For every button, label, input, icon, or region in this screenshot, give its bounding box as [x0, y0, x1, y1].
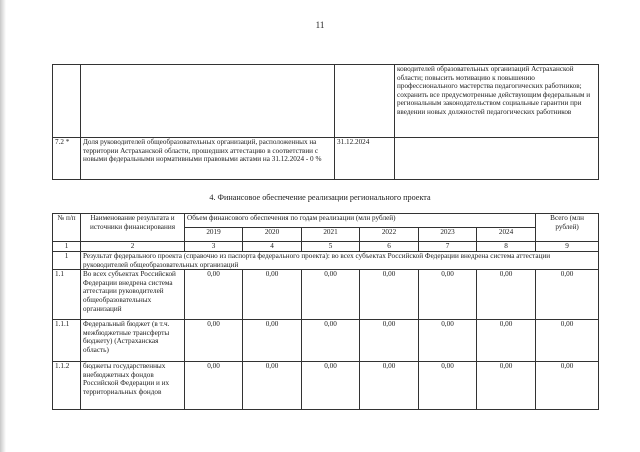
header-volume: Объем финансового обеспечения по годам реализации (млн рублей) — [185, 214, 536, 228]
total-cell: 0,00 — [536, 362, 599, 410]
section-title: 4. Финансовое обеспечение реализации регионального проекта — [209, 193, 431, 202]
value-cell: 0,00 — [302, 320, 360, 362]
header-year: 2019 — [185, 228, 243, 242]
row-name: бюджеты государственных внебюджетных фондов Российской Федерации и их территориальных фондов — [81, 362, 185, 410]
row-name: Федеральный бюджет (в т.ч. межбюджетные трансферты бюджету) (Астраханская область) — [81, 320, 185, 362]
result-row: 1 Результат федерального проекта (справочно из паспорта федерального проекта): во всех субъектах Российской Федерации внедрена система аттестации руководителей общеобразовательных организаций — [53, 252, 599, 270]
result-text: Результат федерального проекта (справочно из паспорта федерального проекта): во всех субъектах Российской Федерации внедрена система аттестации руководителей общеобразовательных организаций — [81, 252, 599, 270]
header-year: 2020 — [243, 228, 302, 242]
value-cell: 0,00 — [419, 270, 477, 320]
value-cell: 0,00 — [243, 270, 302, 320]
row-number: 1.1 — [53, 270, 81, 320]
page-number: 11 — [315, 20, 325, 30]
header-year: 2022 — [360, 228, 419, 242]
value-cell: 0,00 — [477, 362, 536, 410]
header-year: 2023 — [419, 228, 477, 242]
table-row — [53, 270, 599, 320]
value-cell: 0,00 — [185, 362, 243, 410]
continuation-row — [53, 65, 599, 138]
header-num: № п/п — [53, 214, 81, 242]
value-cell: 0,00 — [243, 320, 302, 362]
row-name: Во всех субъектах Российской Федерации внедрена система аттестации руководителей общеобразовательных организаций — [81, 270, 185, 320]
table-row-7-2 — [53, 138, 599, 180]
table-row — [53, 320, 599, 362]
header-year: 2021 — [302, 228, 360, 242]
value-cell: 0,00 — [360, 362, 419, 410]
row-number: 1.1.2 — [53, 362, 81, 410]
value-cell: 0,00 — [360, 320, 419, 362]
header-year: 2024 — [477, 228, 536, 242]
value-cell: 0,00 — [419, 320, 477, 362]
index-row: 1 2 3 4 5 6 7 8 9 — [53, 242, 599, 252]
value-cell: 0,00 — [477, 320, 536, 362]
total-cell: 0,00 — [536, 320, 599, 362]
results-table — [52, 64, 599, 180]
row-date: 31.12.2024 — [335, 138, 395, 180]
row-number: 1.1.1 — [53, 320, 81, 362]
value-cell: 0,00 — [302, 362, 360, 410]
continuation-text: ководителей образовательных организаций Астраханской области; повысить мотивацию к повышению профессионального мастерства педагогических работников; сохранить все предусмотренные действующим федеральным и региональным законодательством социальные гарантии при введении новых должностей педагогических работников — [395, 65, 599, 138]
table-row — [53, 362, 599, 410]
value-cell: 0,00 — [185, 270, 243, 320]
value-cell: 0,00 — [185, 320, 243, 362]
value-cell: 0,00 — [360, 270, 419, 320]
value-cell: 0,00 — [243, 362, 302, 410]
value-cell: 0,00 — [477, 270, 536, 320]
scan-shadow — [0, 0, 6, 452]
header-name: Наименование результата и источники финансирования — [81, 214, 185, 242]
value-cell: 0,00 — [302, 270, 360, 320]
finance-table — [52, 213, 599, 410]
row-number: 7.2 * — [53, 138, 81, 180]
header-total: Всего (млн рублей) — [536, 214, 599, 242]
total-cell: 0,00 — [536, 270, 599, 320]
value-cell: 0,00 — [419, 362, 477, 410]
row-description: Доля руководителей общеобразовательных организаций, расположенных на территории Астраханской области, прошедших аттестацию в соответствии с новыми федеральными нормативными правовыми актами на 31.12.2024 - 0 % — [81, 138, 335, 180]
